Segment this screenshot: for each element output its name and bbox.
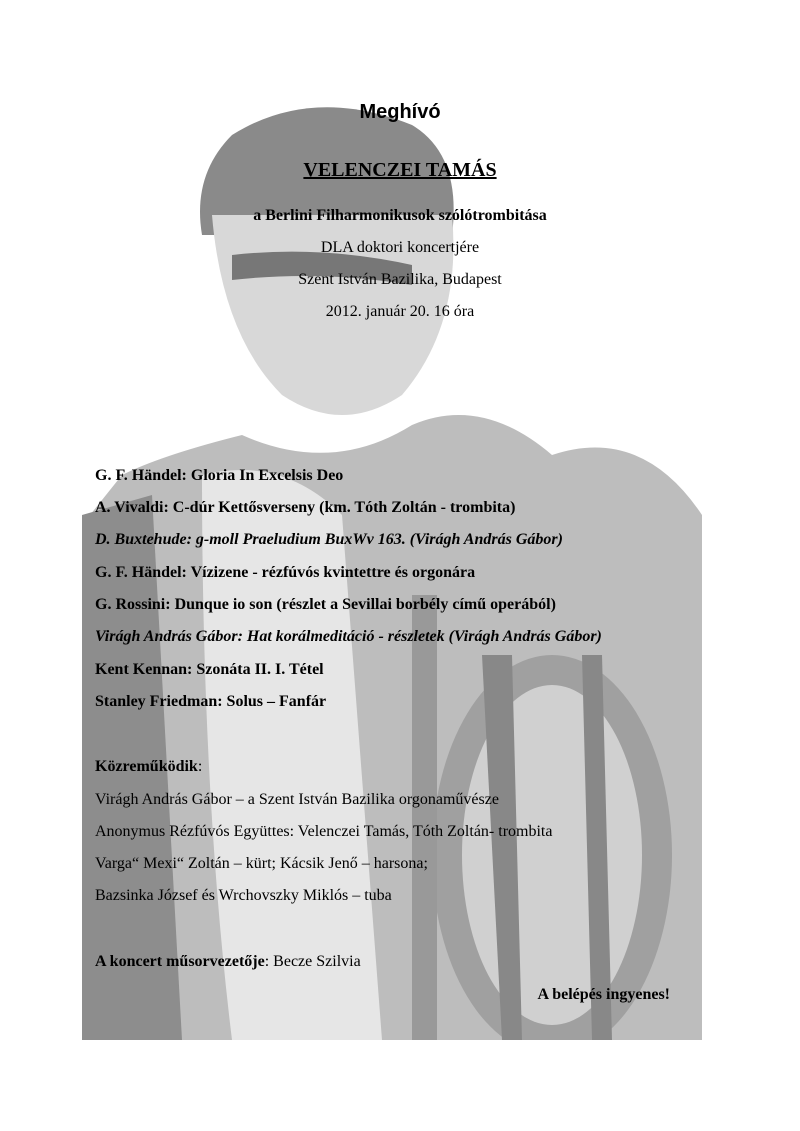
program-item: D. Buxtehude: g-moll Praeludium BuxWv 163. (Virágh András Gábor) bbox=[95, 531, 563, 548]
performers-heading-colon: : bbox=[197, 758, 203, 775]
performers-heading bbox=[95, 757, 202, 777]
performer-line: Bazsinka József és Wrchovszky Miklós – tuba bbox=[95, 887, 392, 904]
host-name: Becze Szilvia bbox=[273, 953, 361, 970]
performers-heading-label: Közreműködik bbox=[95, 758, 198, 775]
performer-line: Varga“ Mexi“ Zoltán – kürt; Kácsik Jenő – harsona; bbox=[95, 855, 428, 872]
program-item: G. F. Händel: Vízizene - rézfúvós kvintettre és orgonára bbox=[95, 564, 476, 581]
performer-subtitle: a Berlini Filharmonikusok szólótrombitása bbox=[253, 207, 547, 224]
program-item: Kent Kennan: Szonáta II. I. Tétel bbox=[95, 661, 324, 678]
program-item: G. Rossini: Dunque io son (részlet a Sevillai borbély című operából) bbox=[95, 596, 556, 613]
performer-name: VELENCZEI TAMÁS bbox=[303, 159, 497, 181]
admission-note: A belépés ingyenes! bbox=[537, 986, 670, 1003]
performer-line: Anonymus Rézfúvós Együttes: Velenczei Tamás, Tóth Zoltán- trombita bbox=[95, 823, 553, 840]
program-item: Virágh András Gábor: Hat korálmeditáció - részletek (Virágh András Gábor) bbox=[95, 628, 602, 645]
program-item: A. Vivaldi: C-dúr Kettősverseny (km. Tóth Zoltán - trombita) bbox=[95, 499, 516, 516]
host-line bbox=[95, 952, 361, 972]
venue: Szent István Bazilika, Budapest bbox=[298, 271, 502, 288]
host-label: A koncert műsorvezetője bbox=[95, 953, 265, 970]
host-separator: : bbox=[264, 953, 274, 970]
program-item: Stanley Friedman: Solus – Fanfár bbox=[95, 693, 327, 710]
occasion: DLA doktori koncertjére bbox=[320, 239, 480, 256]
performer-line: Virágh András Gábor – a Szent István Bazilika orgonaművésze bbox=[95, 791, 499, 808]
page-title: Meghívó bbox=[359, 101, 441, 123]
program-item: G. F. Händel: Gloria In Excelsis Deo bbox=[95, 467, 344, 484]
date-time: 2012. január 20. 16 óra bbox=[325, 303, 475, 320]
